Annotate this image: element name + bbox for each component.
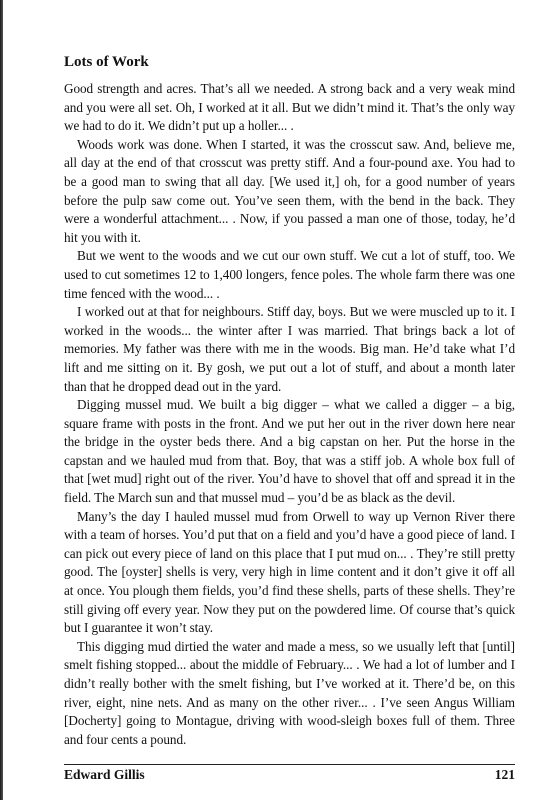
paragraph-3: But we went to the woods and we cut our own stuff. We cut a lot of stuff, too. We used to cut sometimes 12 to 1,400 longers, fence poles. The whole farm there was one time fenced with the wood... . — [64, 248, 515, 301]
page-content — [64, 52, 515, 749]
paragraph-6: Many’s the day I hauled mussel mud from Orwell to way up Vernon River there with a team of horses. You’d put that on a field and you’d have a good piece of land. I can pick out every piece of land on this place that I put mud on... . They’re still pretty good. The [oyster] shells is very, very high in lime content and it don’t give it off all at once. You plough them fields, you’d find these shells, parts of these shells. They’re still giving off every year. Now they put on the powdered lime. Of course that’s quick but I guarantee it won’t stay. — [64, 508, 515, 636]
page-number: 121 — [494, 767, 515, 782]
footer-author: Edward Gillis — [64, 767, 145, 782]
page-footer — [64, 766, 515, 784]
paragraph-4: I worked out at that for neighbours. Stiff day, boys. But we were muscled up to it. I worked in the woods... the winter after I was married. That brings back a lot of memories. My father was there with me in the woods. Big man. He’d take what I’d lift and me sitting on it. By gosh, we put out a lot of stuff, and about a month later than that he dropped dead out in the yard. — [64, 304, 515, 394]
paragraph-7: This digging mud dirtied the water and made a mess, so we usually left that [until] smelt fishing stopped... about the middle of February... . We had a lot of lumber and I didn’t really bother with the smelt fishing, but I’ve worked at it. There’d be, on this river, eight, nine nets. And as many on the other river... . I’ve seen Angus William [Docherty] going to Montague, driving with wood-sleigh boxes full of them. Three and four cents a pound. — [64, 638, 515, 747]
section-title: Lots of Work — [64, 54, 149, 70]
paragraph-2: Woods work was done. When I started, it was the crosscut saw. And, believe me, all day at the end of that crosscut was pretty stiff. And a four-pound axe. You had to be a good man to swing that all day. [We used it,] oh, for a good number of years before the pulp saw come out. You’ve seen them, with the bend in the back. They were a wonderful attachment... . Now, if you passed a man one of those, today, he’d hit you with it. — [64, 136, 515, 245]
footer-rule — [64, 764, 515, 765]
page-spine-edge — [0, 0, 3, 800]
paragraph-5: Digging mussel mud. We built a big digger – what we called a digger – a big, square frame with posts in the front. And we put her out in the river down here near the bridge in the oyster beds there. And a big capstan on her. Put the horse in the capstan and we hauled mud from that. Boy, that was a stiff job. A whole box full of that [wet mud] right out of the river. You’d have to shovel that off and spread it in the field. The March sun and that mussel mud – you’d be as black as the devil. — [64, 397, 515, 506]
paragraph-1: Good strength and acres. That’s all we needed. A strong back and a very weak mind and you were all set. Oh, I worked at it all. But we didn’t mind it. That’s the only way we had to do it. We didn’t put up a holler... . — [64, 81, 515, 134]
